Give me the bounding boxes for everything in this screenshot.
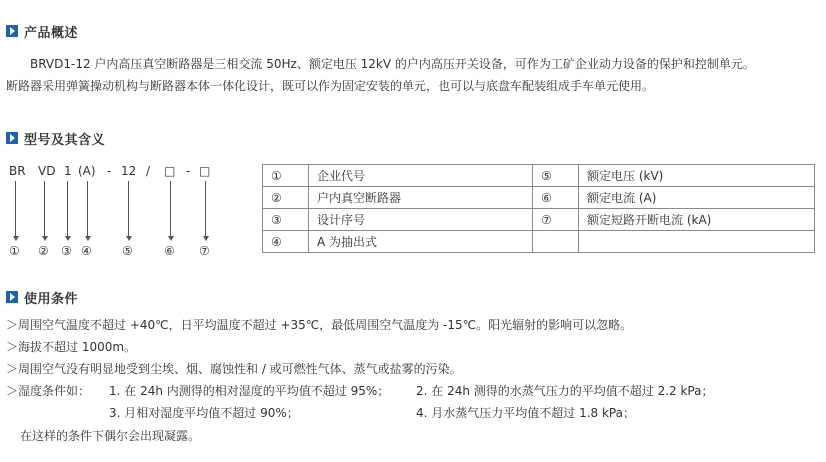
overview-line-2: 断路器采用弹簧操动机构与断路器本体一体化设计，既可以作为固定安装的单元，也可以与底盘车配装组成手车单元使用。	[6, 79, 655, 93]
arrow-down-icon	[13, 236, 19, 241]
arrow-down-icon	[203, 236, 209, 241]
humidity-label: ＞湿度条件如：	[6, 384, 91, 398]
circle-number: ①	[9, 244, 20, 258]
table-cell-number: ⑤	[533, 165, 579, 187]
code-part: -	[107, 164, 112, 178]
circle-number: ⑦	[199, 244, 210, 258]
arrow-down-icon	[168, 236, 174, 241]
leader-line	[44, 181, 45, 237]
code-part: □	[164, 164, 176, 178]
table-row	[263, 209, 815, 231]
section-header-model	[6, 130, 105, 146]
humidity-item: 2. 在 24h 测得的水蒸气压力的平均值不超过 2.2 kPa；	[416, 384, 714, 398]
leader-line	[15, 181, 16, 237]
table-cell-desc: 额定电流 (A)	[579, 187, 815, 209]
leader-line	[67, 181, 68, 237]
table-cell-number: ②	[263, 187, 309, 209]
play-arrow-icon	[6, 291, 18, 303]
table-cell-desc: 企业代号	[309, 165, 533, 187]
humidity-item: 1. 在 24h 内测得的相对湿度的平均值不超过 95%；	[109, 384, 390, 398]
code-part: BR	[9, 164, 26, 178]
table-cell-number	[533, 231, 579, 253]
table-row	[263, 231, 815, 253]
circle-number: ④	[81, 244, 92, 258]
code-part: 12	[121, 164, 137, 178]
humidity-item: 3. 月相对湿度平均值不超过 90%；	[109, 406, 299, 420]
section-header-overview	[6, 23, 78, 39]
table-row	[263, 187, 815, 209]
arrow-down-icon	[85, 236, 91, 241]
condition-item: ＞周围空气温度不超过 +40℃，日平均温度不超过 +35℃，最低周围空气温度为 -15℃。阳光辐射的影响可以忽略。	[6, 318, 633, 332]
leader-line	[205, 181, 206, 237]
humidity-item: 4. 月水蒸气压力平均值不超过 1.8 kPa；	[416, 406, 635, 420]
table-cell-number: ④	[263, 231, 309, 253]
table-cell-desc: 额定电压 (kV)	[579, 165, 815, 187]
table-cell-desc	[579, 231, 815, 253]
circle-number: ③	[61, 244, 72, 258]
table-cell-desc: A 为抽出式	[309, 231, 533, 253]
arrow-down-icon	[126, 236, 132, 241]
circle-number: ⑤	[122, 244, 133, 258]
circle-number: ②	[38, 244, 49, 258]
code-part: 1	[64, 164, 72, 178]
table-cell-number: ③	[263, 209, 309, 231]
play-arrow-icon	[6, 25, 18, 37]
condition-footer: 在这样的条件下偶尔会出现凝露。	[20, 429, 201, 443]
code-part: □	[199, 164, 211, 178]
table-cell-desc: 额定短路开断电流 (kA)	[579, 209, 815, 231]
leader-line	[128, 181, 129, 237]
section-header-conditions	[6, 289, 78, 305]
code-part: -	[186, 164, 191, 178]
section-title: 产品概述	[24, 25, 79, 41]
condition-item: ＞海拔不超过 1000m。	[6, 340, 137, 354]
table-row	[263, 165, 815, 187]
table-cell-number: ⑥	[533, 187, 579, 209]
table-cell-number: ⑦	[533, 209, 579, 231]
play-arrow-icon	[6, 132, 18, 144]
arrow-down-icon	[42, 236, 48, 241]
table-cell-desc: 设计序号	[309, 209, 533, 231]
code-part: (A)	[78, 164, 96, 178]
code-part: /	[146, 164, 151, 178]
arrow-down-icon	[65, 236, 71, 241]
code-part: VD	[38, 164, 56, 178]
circle-number: ⑥	[164, 244, 175, 258]
table-cell-desc: 户内真空断路器	[309, 187, 533, 209]
condition-item: ＞周围空气没有明显地受到尘埃、烟、腐蚀性和 / 或可燃性气体、蒸气或盐雾的污染。	[6, 362, 462, 376]
table-cell-number: ①	[263, 165, 309, 187]
leader-line	[87, 181, 88, 237]
section-title: 型号及其含义	[24, 132, 106, 148]
model-meaning-table	[262, 164, 815, 253]
section-title: 使用条件	[24, 291, 79, 307]
overview-line-1: BRVD1-12 户内高压真空断路器是三相交流 50Hz、额定电压 12kV 的户内高压开关设备，可作为工矿企业动力设备的保护和控制单元。	[6, 57, 755, 71]
leader-line	[170, 181, 171, 237]
